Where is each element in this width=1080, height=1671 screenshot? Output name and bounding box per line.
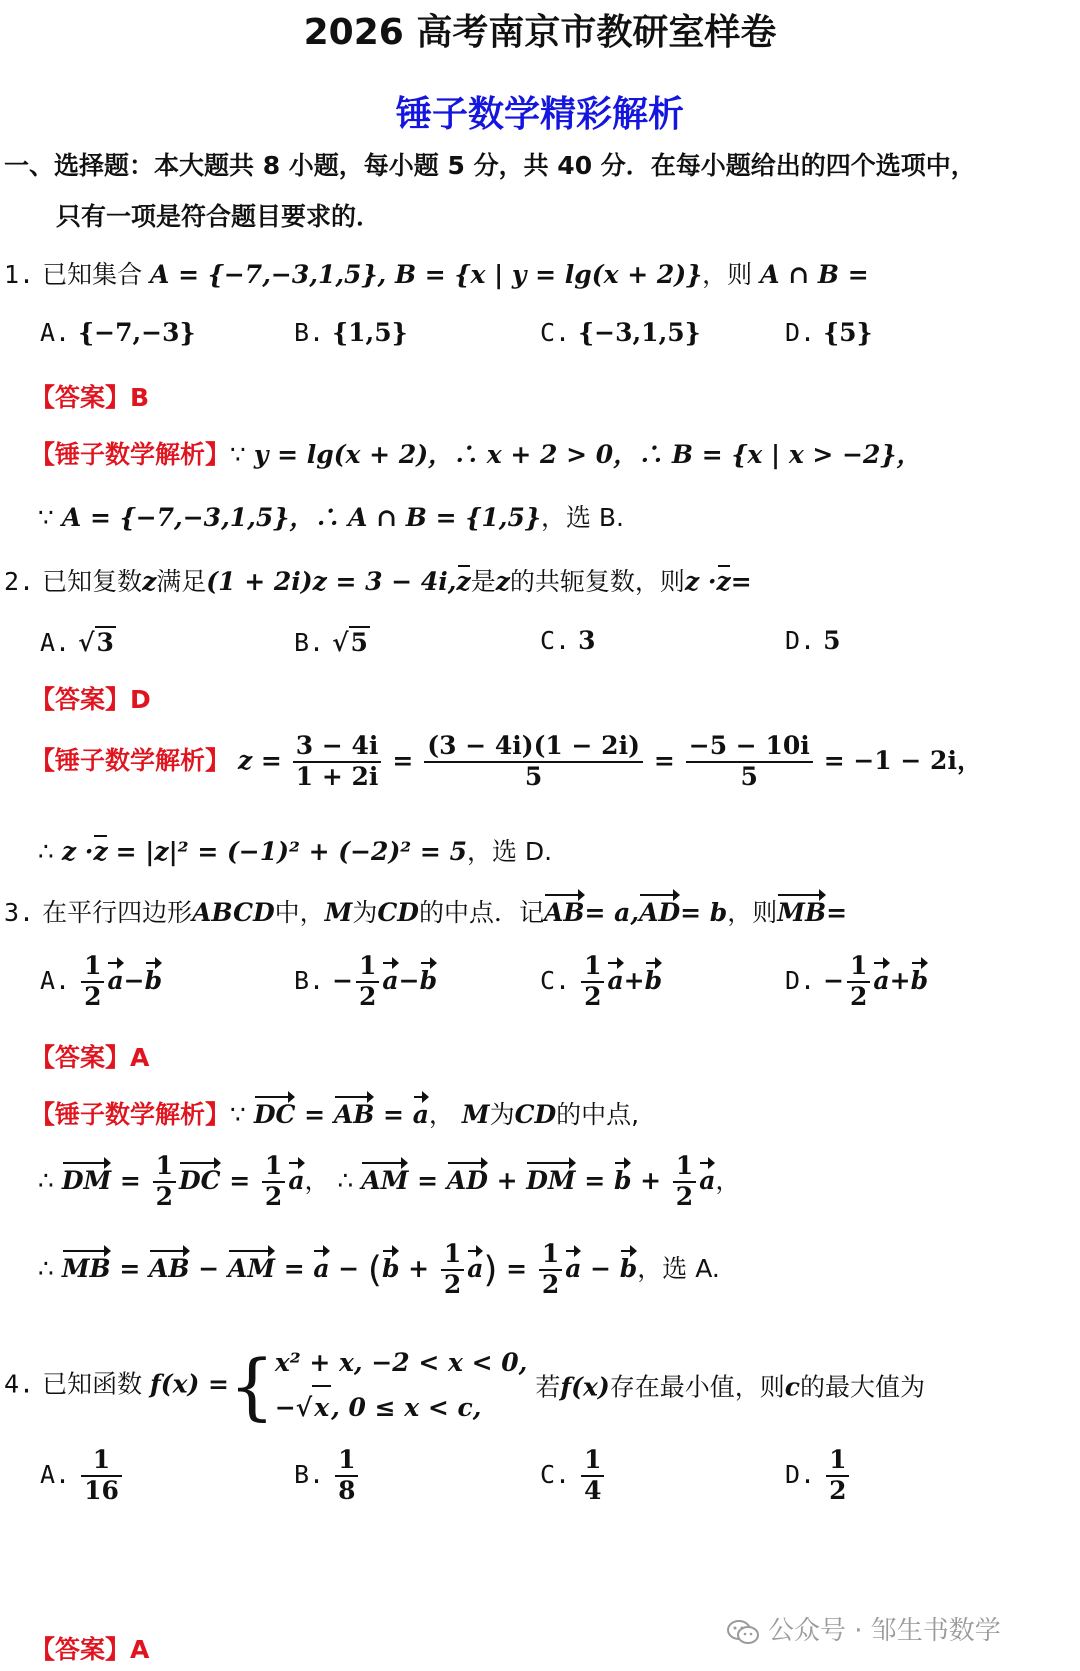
fraction — [81, 1446, 122, 1506]
vector-am: AM — [361, 1160, 408, 1195]
frac-num: 1 — [262, 1152, 285, 1183]
option-operator: + — [889, 965, 911, 995]
fraction — [81, 952, 104, 1012]
option-label: A. — [40, 318, 71, 347]
frac-num: 1 — [581, 952, 604, 983]
analysis-text: ， — [428, 1100, 454, 1129]
q3-option-d[interactable] — [785, 952, 928, 1012]
vector-a: a — [288, 1160, 304, 1195]
stem-expression: z · — [684, 567, 717, 596]
q2-option-d[interactable] — [785, 626, 840, 655]
vector-b: b — [620, 1248, 637, 1283]
option-operator: + — [623, 965, 645, 995]
stem-text: 在平行四边形 — [42, 898, 193, 927]
frac-num: 3 − 4i — [293, 732, 382, 763]
frac-num: 1 — [581, 1446, 604, 1477]
q4-option-b[interactable] — [294, 1446, 361, 1506]
vector-mb: MB — [62, 1248, 111, 1283]
analysis-text: A = {−7,−3,1,5}，∴ A ∩ B = {1,5} — [61, 503, 541, 532]
option-label: A. — [40, 965, 71, 995]
stem-text: 为 — [352, 898, 378, 927]
stem-text: ，则 — [727, 898, 778, 927]
fraction — [581, 952, 604, 1012]
option-operator: − — [398, 965, 420, 995]
vector-ad: AD — [447, 1160, 488, 1195]
case-2-radicand: x — [312, 1385, 331, 1430]
answer-value: B — [130, 383, 150, 412]
frac-den: 2 — [584, 981, 602, 1011]
q3-analysis-line2: ∴ DM = $\frac{1}{2}$ DC = $\frac{1}{2}$ a， ∴ AM = AD + DM = b + $\frac{1}{2}$ a， — [38, 1151, 741, 1211]
option-label: B. — [294, 318, 325, 347]
stem-text: 是 — [470, 567, 496, 596]
answer-label: 【答案】 — [30, 685, 131, 714]
var-zbar: z — [93, 837, 108, 866]
q4-answer — [30, 1630, 149, 1666]
analysis-text: 为 — [489, 1100, 515, 1129]
q4-option-d[interactable] — [785, 1446, 852, 1506]
vector-b: b — [645, 960, 662, 995]
q4-option-a[interactable] — [40, 1446, 125, 1506]
var-zbar: z — [456, 567, 471, 596]
answer-label: 【答案】 — [30, 383, 131, 412]
vector-b: b — [382, 1248, 399, 1283]
stem-text: 满足 — [156, 567, 207, 596]
frac-num: 1 — [847, 952, 870, 983]
frac-den: 16 — [84, 1475, 119, 1505]
answer-value: A — [130, 1043, 150, 1072]
option-label: D. — [785, 965, 816, 995]
stem-expression: A ∩ B = — [760, 260, 869, 289]
q1-analysis-line1 — [30, 435, 922, 471]
option-value: {−3,1,5} — [578, 318, 701, 347]
analysis-tag: 【锤子数学解析】 — [30, 1100, 231, 1129]
frac-num: 1 — [81, 952, 104, 983]
option-value: 3 — [96, 628, 114, 657]
vector-dc: DC — [254, 1094, 296, 1129]
vector-a: a — [607, 960, 623, 995]
answer-label: 【答案】 — [30, 1635, 131, 1664]
therefore-symbol: ∴ — [38, 837, 54, 866]
option-label: D. — [785, 1459, 816, 1489]
frac-den: 2 — [850, 981, 868, 1011]
stem-equation: = — [826, 898, 848, 927]
q2-option-a[interactable]: A. √3 — [40, 628, 114, 657]
vector-dc: DC — [179, 1160, 221, 1195]
stem-text: 已知集合 — [42, 260, 143, 289]
watermark — [726, 1610, 1001, 1647]
option-label: D. — [785, 626, 816, 655]
set-a: A = {−7,−3,1,5} — [150, 260, 378, 289]
frac-num: 1 — [539, 1240, 562, 1271]
option-label: B. — [294, 1459, 325, 1489]
option-label: D. — [785, 318, 816, 347]
case-1: x² + x, −2 < x < 0, — [274, 1348, 528, 1377]
because-symbol: ∵ — [38, 503, 54, 532]
q3-answer — [30, 1038, 149, 1074]
var-c: c — [784, 1372, 800, 1402]
q2-analysis-line2 — [38, 832, 552, 868]
frac-num: 1 — [335, 1446, 358, 1477]
vector-ab: AB — [544, 892, 585, 927]
var-z: z — [495, 567, 510, 596]
q1-option-d[interactable] — [785, 318, 873, 347]
q1-option-c[interactable] — [540, 318, 701, 347]
q2-option-b[interactable]: B. √5 — [294, 628, 368, 657]
because-symbol: ∵ — [230, 440, 246, 469]
option-value: 5 — [350, 628, 368, 657]
section-heading-line1: 一、选择题：本大题共 8 小题，每小题 5 分，共 40 分．在每小题给出的四个选项中， — [4, 151, 976, 180]
vector-ab: AB — [334, 1094, 375, 1129]
q3-analysis-line3: ∴ MB = AB − AM = a − (b + $\frac{1}{2}$ a) = $\frac{1}{2}$ a − b，选 A. — [38, 1239, 720, 1299]
var-m: M — [461, 1100, 490, 1129]
analysis-tag: 【锤子数学解析】 — [30, 440, 231, 469]
vector-b: b — [911, 960, 928, 995]
fraction — [293, 732, 382, 792]
var-z: z — [142, 567, 157, 596]
vector-a: a — [699, 1160, 715, 1195]
stem-text: 的中点．记 — [418, 898, 544, 927]
q1-option-a[interactable] — [40, 318, 196, 347]
vector-b: b — [614, 1160, 631, 1195]
fraction — [335, 1446, 358, 1506]
therefore-symbol: ∴ — [38, 1253, 54, 1283]
q3-option-b[interactable] — [294, 952, 437, 1012]
frac-num: 1 — [826, 1446, 849, 1477]
answer-label: 【答案】 — [30, 1043, 131, 1072]
section-heading-line2: 只有一项是符合题目要求的． — [56, 202, 382, 231]
stem-equation: = a, — [584, 898, 640, 927]
answer-value: D — [130, 685, 151, 714]
option-value: 3 — [578, 626, 596, 655]
stem-text: 的最大值为 — [799, 1372, 925, 1402]
vector-ad: AD — [639, 892, 680, 927]
vector-a: a — [873, 960, 889, 995]
stem-text: 已知函数 — [42, 1369, 143, 1399]
fraction — [673, 1152, 696, 1212]
stem-text: ，则 — [702, 260, 753, 289]
frac-num: −5 − 10i — [686, 732, 813, 763]
case-2-sign: − — [274, 1392, 296, 1422]
function-f: f(x) = — [150, 1369, 229, 1399]
analysis-text: = −1 − 2i， — [823, 745, 982, 775]
option-sign: − — [823, 965, 845, 995]
frac-den: 1 + 2i — [295, 761, 379, 791]
option-sign: − — [332, 965, 354, 995]
stem-equation: = b — [680, 898, 728, 927]
option-label: B. — [294, 628, 325, 657]
fraction — [686, 732, 813, 792]
stem-text: 的共轭复数，则 — [509, 567, 685, 596]
fraction — [847, 952, 870, 1012]
frac-den: 2 — [155, 1181, 173, 1211]
q4-option-c[interactable] — [540, 1446, 607, 1506]
vector-dm: DM — [62, 1160, 111, 1195]
frac-den: 2 — [84, 981, 102, 1011]
vector-ab: AB — [149, 1248, 190, 1283]
stem-text: 已知复数 — [42, 567, 143, 596]
var-cd: CD — [377, 898, 419, 927]
analysis-text: z · — [61, 837, 94, 866]
page-title: 2026 高考南京市教研室样卷 — [303, 12, 777, 53]
fraction — [153, 1152, 176, 1212]
vector-a: a — [313, 1248, 329, 1283]
var-cd: CD — [514, 1100, 557, 1129]
analysis-text: ，选 A. — [637, 1253, 720, 1283]
fraction — [826, 1446, 849, 1506]
fraction — [356, 952, 379, 1012]
question-3-stem — [4, 892, 847, 929]
option-label: A. — [40, 1459, 71, 1489]
frac-den: 8 — [338, 1475, 356, 1505]
vector-b: b — [420, 960, 437, 995]
frac-den: 5 — [740, 761, 758, 791]
analysis-text: 的中点, — [556, 1100, 640, 1129]
therefore-symbol: ∴ — [337, 1165, 354, 1195]
therefore-symbol: ∴ — [38, 1165, 54, 1195]
analysis-text: = |z|² = (−1)² + (−2)² = 5 — [115, 837, 467, 866]
option-label: B. — [294, 965, 325, 995]
option-label: C. — [540, 1459, 571, 1489]
stem-text: 若 — [535, 1372, 561, 1402]
question-number: 1. — [4, 260, 35, 289]
frac-den: 2 — [443, 1269, 462, 1299]
fraction — [441, 1240, 464, 1300]
question-number: 2. — [4, 567, 35, 596]
fraction — [262, 1152, 285, 1212]
var-zbar: z — [716, 567, 731, 596]
frac-den: 5 — [524, 761, 543, 791]
stem-text: 存在最小值，则 — [609, 1372, 785, 1402]
fraction — [424, 732, 643, 792]
option-value: {1,5} — [332, 318, 408, 347]
vector-dm: DM — [526, 1160, 575, 1195]
frac-den: 2 — [264, 1181, 283, 1211]
frac-num: 1 — [81, 1446, 122, 1477]
answer-value: A — [130, 1635, 150, 1664]
analysis-text: ，选 B. — [540, 503, 624, 532]
option-label: A. — [40, 628, 71, 657]
because-symbol: ∵ — [230, 1100, 246, 1129]
analysis-text: ，选 D. — [466, 837, 553, 866]
analysis-text: z = — [237, 745, 282, 775]
fraction — [539, 1240, 562, 1300]
option-operator: − — [123, 965, 145, 995]
vector-am: AM — [228, 1248, 275, 1283]
vector-a: a — [565, 1248, 581, 1283]
case-2: −√x, 0 ≤ x < c, — [275, 1385, 528, 1430]
q2-analysis-line1: 【锤子数学解析】 z = $\frac{3 - 4i}{1 + 2i}$ = $\frac{(3 - 4i)(1 - 2i)}{5}$ = $\frac{-5 - 10i}{5}$ = −1 − 2i， — [30, 731, 982, 791]
question-number: 4. — [4, 1369, 35, 1399]
fraction — [581, 1446, 604, 1506]
q1-option-b[interactable] — [294, 318, 408, 347]
frac-den: 4 — [584, 1475, 602, 1505]
q3-analysis-line1: 【锤子数学解析】∵ DC = AB = a， M为CD的中点, — [30, 1094, 639, 1131]
q3-option-c[interactable] — [540, 952, 662, 1012]
question-2-stem — [4, 562, 752, 598]
set-b: , B = {x | y = lg(x + 2)} — [377, 260, 703, 289]
vector-mb: MB — [777, 892, 826, 927]
vector-a: a — [382, 960, 398, 995]
option-label: C. — [540, 318, 571, 347]
watermark-text: 公众号 · 邹生书数学 — [768, 1616, 1001, 1646]
analysis-tag: 【锤子数学解析】 — [30, 745, 231, 775]
frac-den: 2 — [675, 1181, 694, 1211]
q2-answer — [30, 680, 151, 716]
option-value: 5 — [823, 626, 841, 655]
frac-num: 1 — [356, 952, 379, 983]
frac-den: 2 — [541, 1269, 560, 1299]
q3-option-a[interactable] — [40, 952, 162, 1012]
frac-num: 1 — [673, 1152, 696, 1183]
analysis-text: y = lg(x + 2)，∴ x + 2 > 0，∴ B = {x | x > −2}， — [253, 440, 922, 469]
case-2-domain: , 0 ≤ x < c, — [331, 1392, 482, 1422]
var-abcd: ABCD — [192, 898, 275, 927]
question-4-stem — [4, 1342, 925, 1429]
frac-num: 1 — [441, 1240, 464, 1271]
vector-a: a — [107, 960, 123, 995]
q1-answer — [30, 378, 149, 414]
option-value: {5} — [823, 318, 873, 347]
vector-a: a — [467, 1248, 483, 1283]
frac-den: 2 — [359, 981, 377, 1011]
question-number: 3. — [4, 898, 35, 927]
q1-analysis-line2 — [38, 498, 624, 534]
vector-b: b — [145, 960, 162, 995]
frac-num: (3 − 4i)(1 − 2i) — [424, 732, 643, 763]
q2-option-c[interactable] — [540, 626, 595, 655]
frac-num: 1 — [153, 1152, 176, 1183]
option-label: C. — [540, 965, 571, 995]
option-value: {−7,−3} — [78, 318, 196, 347]
stem-text: 中， — [274, 898, 325, 927]
question-1-stem — [4, 255, 869, 291]
wechat-icon — [726, 1619, 760, 1645]
function-f: f(x) — [560, 1372, 610, 1402]
frac-den: 2 — [829, 1475, 847, 1505]
stem-expression: = — [730, 567, 752, 596]
left-brace: { — [229, 1343, 275, 1428]
page-subtitle: 锤子数学精彩解析 — [395, 94, 684, 135]
var-m: M — [324, 898, 353, 927]
piecewise-cases — [275, 1342, 528, 1429]
option-label: C. — [540, 626, 571, 655]
stem-equation: (1 + 2i)z = 3 − 4i, — [206, 567, 457, 596]
vector-a: a — [413, 1094, 429, 1129]
